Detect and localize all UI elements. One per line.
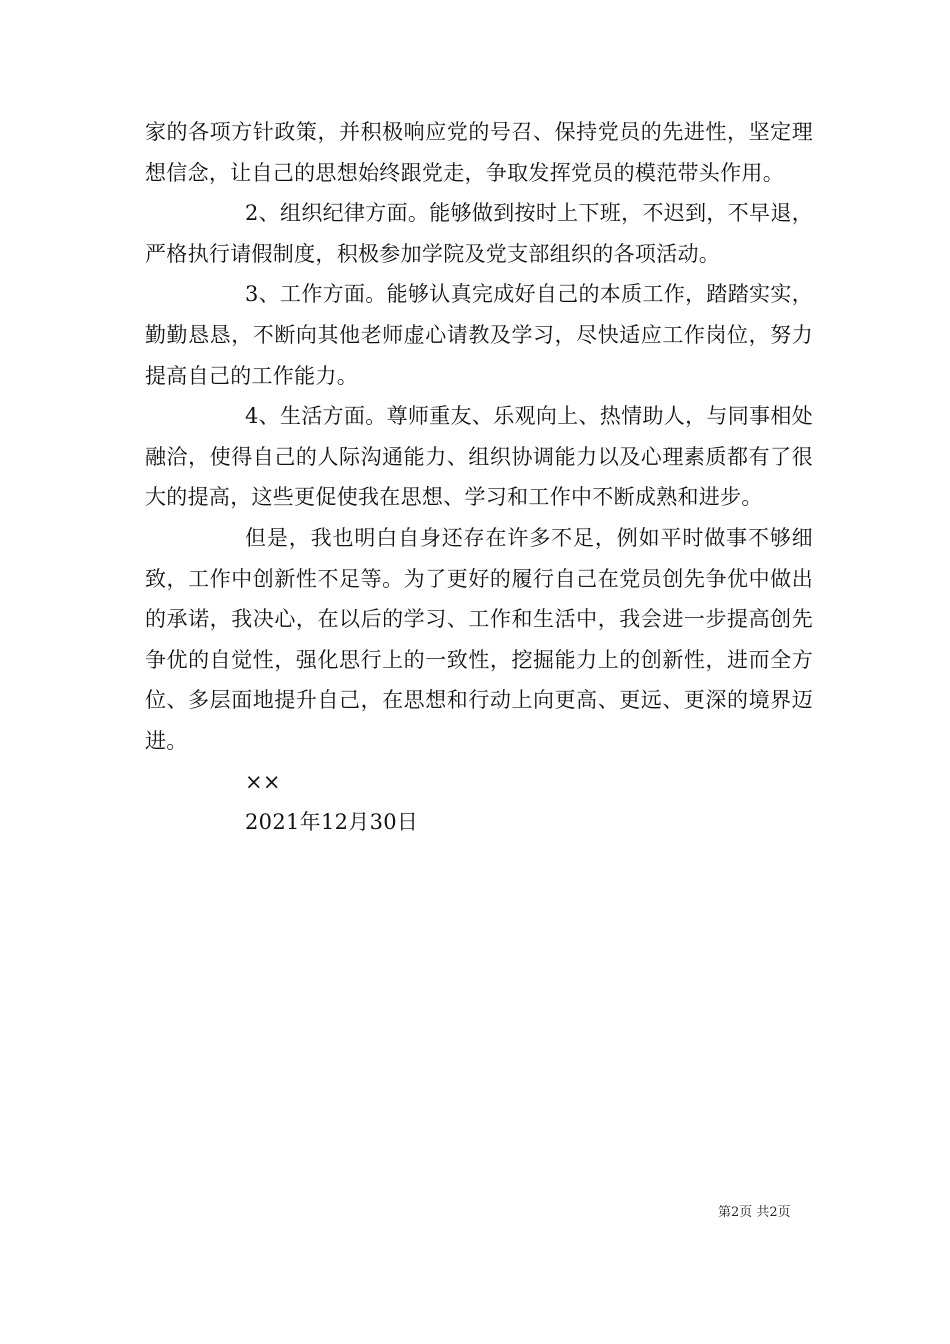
- paragraph-life: 4、生活方面。尊师重友、乐观向上、热情助人，与同事相处融洽，使得自己的人际沟通能力、组织协调能力以及心理素质都有了很大的提高，这些更促使我在思想、学习和工作中不断成熟和进步。: [145, 404, 813, 510]
- date: 2021年12月30日: [245, 810, 419, 835]
- signature: ××: [245, 769, 281, 794]
- paragraph-shortcomings: 但是，我也明白自身还存在许多不足，例如平时做事不够细致，工作中创新性不足等。为了更好的履行自己在党员创先争优中做出的承诺，我决心，在以后的学习、工作和生活中，我会进一步提高创先争优的自觉性，强化思行上的一致性，挖掘能力上的创新性，进而全方位、多层面地提升自己，在思想和行动上向更高、更远、更深的境界迈进。: [145, 525, 813, 753]
- document-body: [145, 112, 813, 843]
- paragraph-work: 3、工作方面。能够认真完成好自己的本质工作，踏踏实实，勤勤恳恳，不断向其他老师虚心请教及学习，尽快适应工作岗位，努力提高自己的工作能力。: [145, 282, 813, 388]
- page-number: 第2页 共2页: [718, 1205, 791, 1220]
- paragraph-discipline: 2、组织纪律方面。能够做到按时上下班，不迟到，不早退，严格执行请假制度，积极参加学院及党支部组织的各项活动。: [145, 201, 813, 266]
- paragraph-continuation: 家的各项方针政策，并积极响应党的号召、保持党员的先进性，坚定理想信念，让自己的思想始终跟党走，争取发挥党员的模范带头作用。: [145, 120, 813, 185]
